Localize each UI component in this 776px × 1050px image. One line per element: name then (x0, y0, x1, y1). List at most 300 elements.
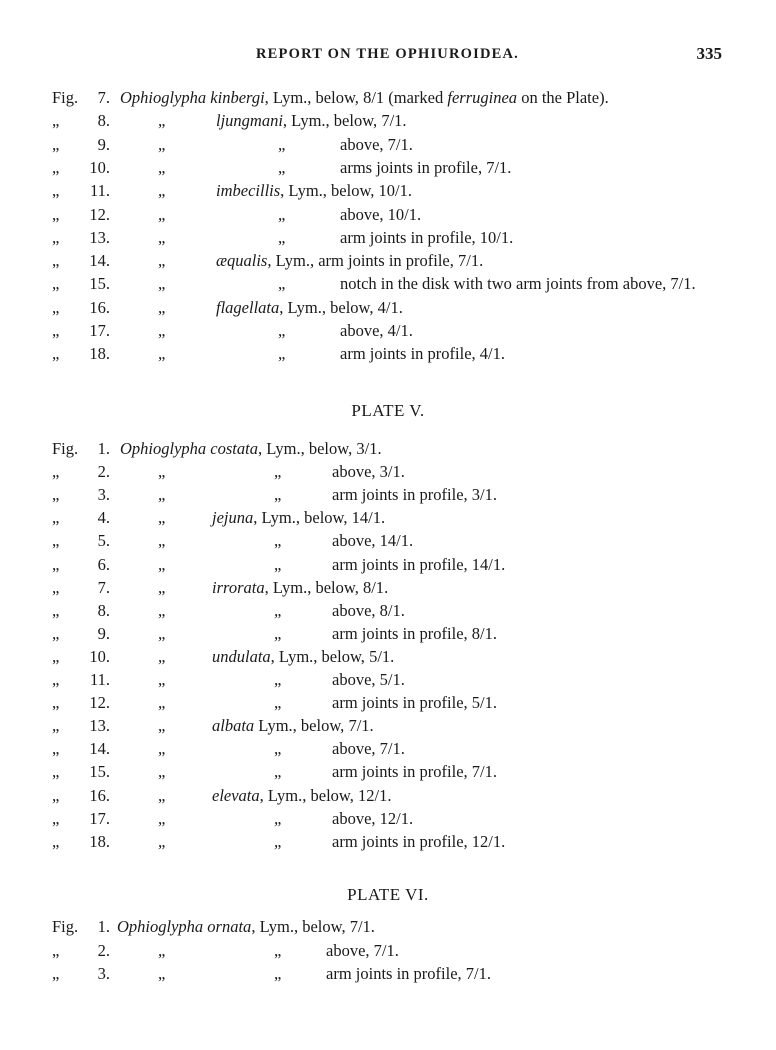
figure-label: „ (52, 508, 60, 528)
entry-description (332, 809, 413, 829)
figure-entry (0, 739, 776, 762)
magnification: 7/1 (373, 940, 395, 960)
ditto-mark: „ (278, 321, 286, 340)
magnification: 7/1 (471, 762, 493, 782)
ditto-mark: „ (274, 554, 282, 574)
species-entry (216, 251, 483, 271)
entry-description (332, 739, 405, 759)
description-text: above, (332, 531, 380, 551)
ditto-mark: „ (274, 600, 282, 620)
species-name: flagellata (216, 297, 280, 317)
ditto-mark: „ (158, 227, 166, 247)
figure-label: „ (52, 600, 60, 620)
magnification: 12/1 (379, 808, 409, 828)
magnification: 10/1 (378, 181, 408, 201)
figure-label: „ (52, 554, 60, 574)
figure-label: „ (52, 462, 60, 482)
description-text: above, (340, 204, 388, 224)
ditto-mark: „ (274, 739, 282, 759)
magnification: 14/1 (379, 531, 409, 551)
entry-extra: . (370, 917, 375, 936)
figure-entry (0, 462, 776, 485)
magnification: 3/1 (356, 439, 378, 458)
ditto-mark: „ (278, 204, 286, 224)
ditto-mark: „ (158, 508, 166, 528)
entry-detail: , Lym., below, (270, 646, 370, 666)
species-entry (212, 647, 394, 667)
description-text: above, (332, 808, 380, 828)
figure-label: „ (52, 531, 60, 551)
entry-extra: . (408, 134, 413, 154)
entry-extra: . (400, 739, 405, 759)
figure-number: 12. (89, 204, 110, 224)
entry-extra: . (691, 274, 696, 294)
figure-number: 16. (89, 785, 110, 805)
entry-detail: , Lym., below, (280, 181, 379, 201)
figure-number: 9. (97, 623, 110, 643)
figure-number: 8. (97, 600, 110, 620)
figure-entry (0, 601, 776, 624)
entry-extra: (marked (384, 88, 448, 107)
figure-entry (0, 228, 776, 251)
figure-entry (0, 531, 776, 554)
figure-number: 3. (97, 485, 110, 505)
ditto-mark: „ (158, 181, 166, 201)
figure-entry (0, 786, 776, 809)
figure-label: „ (52, 739, 60, 759)
figure-label: „ (52, 204, 60, 224)
figure-label: „ (52, 808, 60, 828)
figure-entry (0, 670, 776, 693)
description-text: arm joints in profile, (332, 485, 472, 505)
entry-extra: . (500, 344, 505, 364)
figure-entry (0, 917, 776, 940)
ditto-mark: „ (158, 531, 166, 551)
figure-entry (0, 274, 776, 297)
ditto-mark: „ (274, 485, 282, 505)
entry-extra: . (492, 623, 497, 643)
entry-extra: . (400, 462, 405, 482)
ditto-mark: „ (158, 739, 166, 759)
ditto-mark: „ (158, 670, 166, 689)
figure-label: „ (52, 181, 60, 201)
figure-label: „ (52, 227, 60, 247)
entry-extra: . (400, 670, 405, 689)
entry-detail: , Lym., below, (264, 577, 363, 597)
description-text: arm joints in profile, (332, 623, 472, 643)
entry-description (332, 555, 505, 575)
entry-description (332, 762, 497, 782)
entry-description (332, 693, 497, 713)
figure-label: „ (52, 321, 60, 340)
ditto-mark: „ (158, 344, 166, 364)
entry-detail: , Lym., below, (251, 917, 350, 936)
entry-detail: , Lym., arm joints in profile, (267, 251, 459, 271)
entry-description (332, 485, 497, 505)
ditto-mark: „ (158, 111, 166, 131)
figure-label: Fig. (52, 88, 79, 107)
figure-entry (0, 135, 776, 158)
entry-detail: , Lym., below, (257, 439, 357, 458)
figure-number: 11. (89, 670, 110, 689)
figure-label: „ (52, 274, 60, 294)
ditto-mark: „ (158, 204, 166, 224)
ditto-mark: „ (158, 251, 166, 271)
figure-label: „ (52, 111, 60, 131)
running-title: REPORT ON THE OPHIUROIDEA. (256, 46, 519, 62)
ditto-mark: „ (158, 623, 166, 643)
figure-number: 11. (89, 181, 110, 201)
species-name: elevata (212, 785, 260, 805)
description-text: above, (332, 462, 380, 482)
magnification: 10/1 (479, 227, 510, 247)
running-head (0, 44, 776, 68)
genus-text: Ophioglypha (120, 439, 207, 458)
plate-vi-heading: PLATE VI. (347, 885, 429, 904)
description-text: arm joints in profile, (340, 344, 480, 364)
entry-extra: . (390, 646, 395, 666)
species-name: undulata (212, 646, 271, 666)
magnification: 5/1 (379, 670, 401, 689)
ditto-mark: „ (158, 831, 166, 851)
figure-number: 3. (97, 964, 110, 983)
plate-marking: ferruginea (447, 88, 518, 107)
figure-number: 10. (89, 157, 110, 177)
entry-extra: . (492, 693, 497, 713)
figure-entry (0, 181, 776, 204)
entry-detail: Lym., below, (254, 716, 349, 736)
species-name: imbecillis (216, 181, 281, 201)
entry-extra: . (387, 785, 392, 805)
magnification: 7/1 (465, 964, 487, 983)
entry-description (340, 228, 513, 248)
magnification: 7/1 (381, 111, 403, 131)
entry-description (332, 531, 413, 551)
figure-number: 14. (89, 739, 110, 759)
genus-text: Ophioglypha (117, 917, 204, 936)
magnification: 7/1 (387, 134, 409, 154)
figure-entry (0, 205, 776, 228)
ditto-mark: „ (278, 274, 286, 294)
ditto-mark: „ (278, 227, 286, 247)
description-text: above, (326, 940, 374, 960)
figure-number: 7. (97, 577, 110, 597)
species-name: costata (210, 439, 258, 458)
entry-extra: . (509, 227, 514, 247)
ditto-mark: „ (274, 808, 282, 828)
magnification: 5/1 (369, 646, 391, 666)
species-entry (212, 578, 388, 598)
figure-entry (0, 344, 776, 367)
entry-extra: . (409, 808, 414, 828)
magnification: 4/1 (387, 321, 409, 340)
figure-entry (0, 832, 776, 855)
ditto-mark: „ (278, 134, 286, 154)
magnification: 7/1 (349, 917, 371, 936)
ditto-mark: „ (158, 785, 166, 805)
description-text: arm joints in profile, (332, 554, 472, 574)
ditto-mark: „ (158, 157, 166, 177)
magnification: 8/1 (379, 600, 401, 620)
entry-extra: . (492, 485, 497, 505)
entry-extra: . (369, 716, 374, 736)
ditto-mark: „ (158, 485, 166, 505)
entry-description (332, 601, 405, 621)
ditto-mark: „ (158, 577, 166, 597)
figure-label: „ (52, 670, 60, 689)
genus-name (120, 439, 382, 459)
ditto-mark: „ (274, 670, 282, 689)
entry-extra: . (417, 204, 422, 224)
species-entry (216, 298, 403, 318)
entry-extra: . (394, 940, 399, 960)
entry-extra: . (377, 439, 382, 458)
figure-entry (0, 485, 776, 508)
figure-entry (0, 555, 776, 578)
figure-entry (0, 809, 776, 832)
ditto-mark: „ (274, 964, 282, 983)
description-text: arm joints in profile, (332, 762, 472, 782)
entry-description (340, 205, 421, 225)
figure-entry (0, 647, 776, 670)
description-text: arm joints in profile, (326, 964, 466, 983)
ditto-mark: „ (158, 274, 166, 294)
species-entry (212, 508, 385, 528)
figure-number: 17. (89, 321, 110, 340)
ditto-mark: „ (278, 157, 286, 177)
figure-label: „ (52, 485, 60, 505)
magnification: 4/1 (479, 344, 501, 364)
entry-extra: . (408, 321, 413, 340)
description-text: above, (332, 600, 380, 620)
ditto-mark: „ (158, 297, 166, 317)
figure-number: 14. (89, 251, 110, 271)
figure-number: 6. (97, 554, 110, 574)
entry-description (340, 344, 505, 364)
ditto-mark: „ (158, 646, 166, 666)
entry-description (332, 670, 405, 690)
figure-number: 8. (97, 111, 110, 131)
entry-extra: . (507, 157, 512, 177)
entry-description (332, 832, 505, 852)
entry-extra: . (407, 181, 413, 201)
figure-label: „ (52, 577, 60, 597)
figure-number: 9. (97, 134, 110, 154)
description-text: arm joints in profile, (332, 831, 472, 851)
figure-entry (0, 251, 776, 274)
species-entry (212, 716, 374, 736)
magnification: 12/1 (471, 831, 502, 851)
figure-label: „ (52, 344, 60, 364)
plate-v-heading: PLATE V. (351, 401, 425, 420)
ditto-mark: „ (158, 554, 166, 574)
figure-label: „ (52, 964, 60, 983)
magnification: 7/1 (458, 251, 480, 271)
magnification: 8/1 (362, 577, 385, 597)
figure-number: 18. (89, 831, 110, 851)
entry-extra: . (492, 762, 497, 782)
entry-detail: , Lym., below, (259, 785, 359, 805)
description-text: above, (332, 739, 380, 759)
species-name: irrorata (212, 577, 265, 597)
entry-extra: . (402, 111, 407, 131)
magnification: 3/1 (379, 462, 401, 482)
ditto-mark: „ (158, 716, 166, 736)
figure-entry (0, 439, 776, 462)
entry-description (326, 941, 399, 961)
figure-label: Fig. (52, 917, 79, 936)
figure-label: „ (52, 762, 60, 782)
entry-detail: , Lym., below, (282, 111, 382, 131)
entry-description (332, 624, 497, 644)
ditto-mark: „ (158, 808, 166, 828)
magnification: 14/1 (471, 554, 502, 574)
magnification: 3/1 (471, 485, 493, 505)
ditto-mark: „ (158, 462, 166, 482)
figure-number: 4. (97, 508, 110, 528)
entry-description (332, 462, 405, 482)
ditto-mark: „ (158, 134, 166, 154)
ditto-mark: „ (274, 831, 282, 851)
page-number: 335 (696, 44, 722, 63)
figure-number: 12. (89, 693, 110, 713)
figure-number: 10. (89, 646, 110, 666)
species-name: jejuna (212, 508, 254, 528)
description-text: arm joints in profile, (340, 227, 480, 247)
magnification: 7/1 (348, 716, 370, 736)
genus-name (120, 88, 609, 108)
figure-label: Fig. (52, 439, 79, 458)
figure-number: 15. (89, 274, 110, 294)
entry-extra: . (409, 531, 414, 551)
figure-entry (0, 88, 776, 111)
ditto-mark: „ (274, 762, 282, 782)
magnification: 7/1 (486, 157, 508, 177)
magnification: 12/1 (358, 785, 388, 805)
figure-entry (0, 964, 776, 987)
ditto-mark: „ (158, 693, 166, 713)
figure-number: 2. (97, 462, 110, 482)
entry-extra-end: on the Plate). (517, 88, 609, 107)
entry-detail: , Lym., below, (264, 88, 364, 107)
figure-entry (0, 624, 776, 647)
magnification: 4/1 (377, 297, 399, 317)
figure-label: „ (52, 251, 60, 271)
magnification: 8/1 (363, 88, 385, 107)
figure-number: 18. (89, 344, 110, 364)
figure-entry (0, 762, 776, 785)
entry-description (340, 274, 696, 294)
figure-label: „ (52, 297, 60, 317)
species-name: albata (212, 716, 255, 736)
ditto-mark: „ (274, 623, 282, 643)
species-name: ljungmani (216, 111, 283, 131)
figure-number: 15. (89, 762, 110, 782)
figure-entry (0, 578, 776, 601)
figure-number: 5. (97, 531, 110, 551)
description-text: above, (340, 134, 388, 154)
entry-description (340, 158, 511, 178)
entry-description (340, 321, 413, 341)
ditto-mark: „ (158, 964, 166, 983)
species-entry (216, 111, 407, 131)
magnification: 8/1 (471, 623, 493, 643)
ditto-mark: „ (158, 321, 166, 340)
figure-entry (0, 508, 776, 531)
magnification: 5/1 (471, 693, 493, 713)
magnification: 14/1 (351, 508, 381, 528)
magnification: 10/1 (387, 204, 417, 224)
figure-label: „ (52, 831, 60, 851)
entry-extra: . (384, 577, 389, 597)
figure-label: „ (52, 693, 60, 713)
species-name: kinbergi (210, 88, 265, 107)
ditto-mark: „ (274, 693, 282, 713)
species-entry (212, 786, 392, 806)
figure-entry (0, 321, 776, 344)
figure-label: „ (52, 157, 60, 177)
entry-extra: . (501, 554, 506, 574)
figure-entry (0, 716, 776, 739)
entry-detail: , Lym., below, (279, 297, 378, 317)
figure-entry (0, 298, 776, 321)
species-name: ornata (207, 917, 252, 936)
description-text: above, (340, 321, 388, 340)
figure-number: 2. (97, 940, 110, 960)
description-text: notch in the disk with two arm joints from above, (340, 274, 671, 294)
species-entry (216, 181, 412, 201)
figure-number: 13. (89, 227, 110, 247)
figure-number: 7. (97, 88, 110, 107)
species-name: æqualis (216, 251, 268, 271)
figure-number: 1. (97, 917, 110, 936)
magnification: 7/1 (670, 274, 692, 294)
figure-label: „ (52, 940, 60, 960)
description-text: above, (332, 670, 380, 689)
ditto-mark: „ (274, 940, 282, 960)
entry-extra: . (501, 831, 506, 851)
entry-extra: . (398, 297, 403, 317)
magnification: 7/1 (379, 739, 401, 759)
ditto-mark: „ (274, 531, 282, 551)
figure-label: „ (52, 134, 60, 154)
figure-number: 16. (89, 297, 110, 317)
entry-description (340, 135, 413, 155)
entry-extra: . (380, 508, 386, 528)
figure-label: „ (52, 646, 60, 666)
ditto-mark: „ (278, 344, 286, 364)
entry-detail: , Lym., below, (253, 508, 352, 528)
ditto-mark: „ (158, 762, 166, 782)
ditto-mark: „ (158, 600, 166, 620)
figure-number: 17. (89, 808, 110, 828)
figure-label: „ (52, 785, 60, 805)
description-text: arms joints in profile, (340, 157, 487, 177)
entry-extra: . (486, 964, 491, 983)
figure-entry (0, 158, 776, 181)
ditto-mark: „ (158, 940, 166, 960)
figure-label: „ (52, 716, 60, 736)
figure-number: 1. (97, 439, 110, 458)
genus-text: Ophioglypha (120, 88, 207, 107)
figure-number: 13. (89, 716, 110, 736)
entry-extra: . (479, 251, 484, 271)
entry-extra: . (400, 600, 405, 620)
description-text: arm joints in profile, (332, 693, 472, 713)
figure-entry (0, 693, 776, 716)
figure-entry (0, 111, 776, 134)
figure-entry (0, 941, 776, 964)
